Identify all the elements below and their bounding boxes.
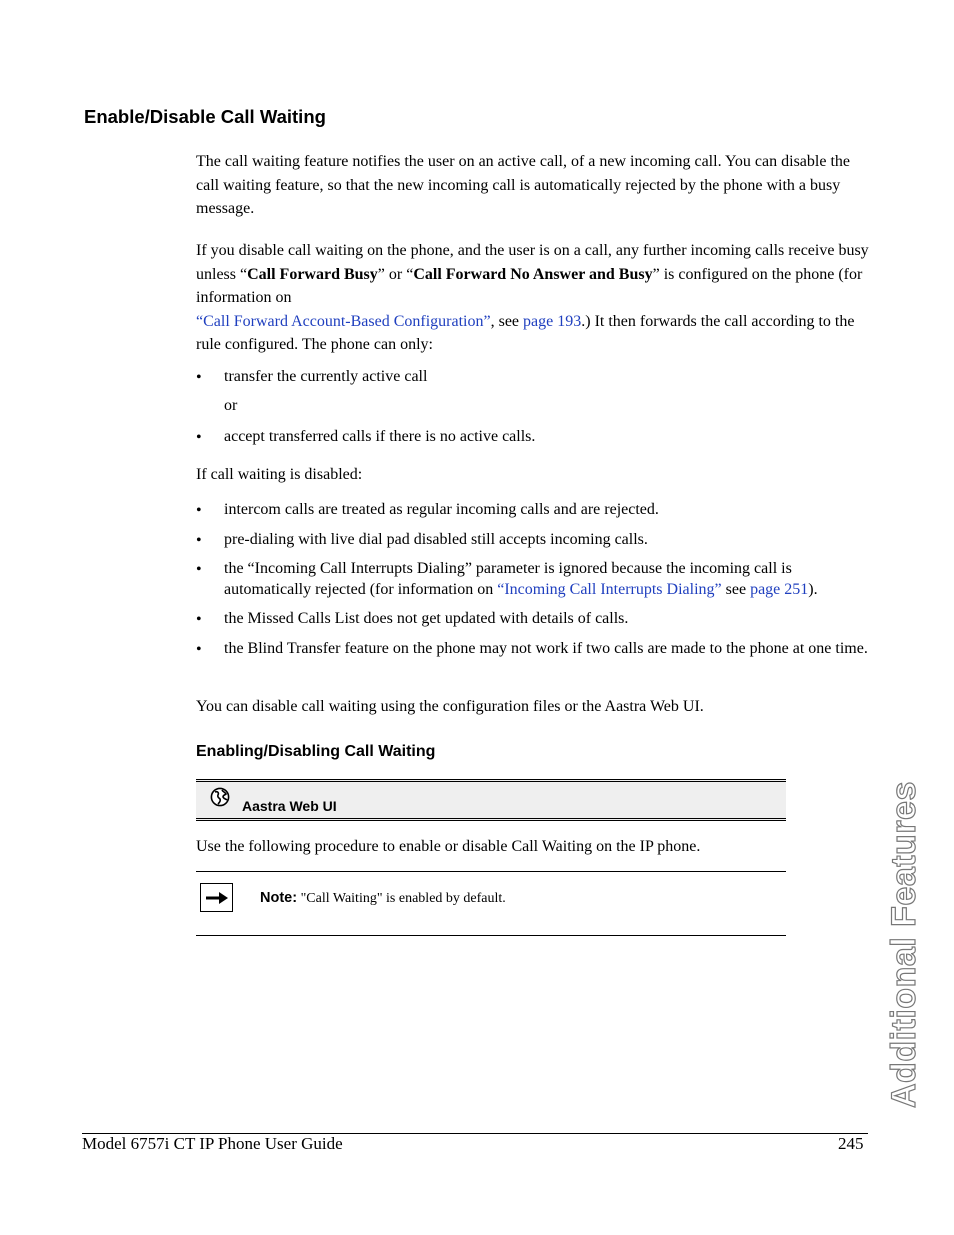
list-item: the Blind Transfer feature on the phone may not work if two calls are made to the phone at one time. bbox=[224, 640, 868, 657]
globe-icon bbox=[210, 787, 230, 807]
bullet-icon: • bbox=[196, 561, 202, 578]
bullet-icon: • bbox=[196, 369, 202, 386]
call-forward-busy-term: Call Forward Busy bbox=[247, 265, 378, 283]
page-number: 245 bbox=[838, 1134, 864, 1153]
note-text bbox=[260, 890, 506, 907]
list-item: transfer the currently active call bbox=[224, 368, 428, 385]
bullet-icon: • bbox=[196, 641, 202, 658]
page-193-link[interactable]: page 193 bbox=[523, 312, 582, 330]
list-item: the Missed Calls List does not get updated with details of calls. bbox=[224, 610, 629, 627]
para2-text-4: , see bbox=[490, 312, 524, 330]
web-ui-label: Aastra Web UI bbox=[242, 798, 337, 814]
bullet-icon: • bbox=[196, 429, 202, 446]
note-body: "Call Waiting" is enabled by default. bbox=[297, 891, 506, 906]
busy-paragraph bbox=[196, 239, 872, 357]
config-methods-paragraph: You can disable call waiting using the configuration files or the Aastra Web UI. bbox=[196, 698, 704, 715]
or-text: or bbox=[224, 397, 238, 414]
call-forward-config-link[interactable]: “Call Forward Account-Based Configuration” bbox=[196, 312, 491, 330]
chapter-side-title: Additional Features bbox=[885, 781, 923, 1108]
procedure-heading: Enabling/Disabling Call Waiting bbox=[196, 743, 436, 760]
list-item: intercom calls are treated as regular incoming calls and are rejected. bbox=[224, 501, 659, 518]
note-divider bbox=[196, 871, 786, 872]
list-item: accept transferred calls if there is no active calls. bbox=[224, 428, 536, 445]
item3-text-3: ). bbox=[808, 580, 818, 598]
note-label: Note: bbox=[260, 890, 298, 906]
list-item: pre-dialing with live dial pad disabled still accepts incoming calls. bbox=[224, 531, 648, 548]
note-divider bbox=[196, 935, 786, 936]
disabled-lead-text: If call waiting is disabled: bbox=[196, 466, 363, 483]
arrow-right-icon bbox=[200, 883, 233, 912]
para2-text-5: .) It then forwards the call according to the rule configured. The phone can only: bbox=[196, 312, 855, 353]
bullet-icon: • bbox=[196, 611, 202, 628]
item3-text-2: see bbox=[721, 580, 751, 598]
footer-guide-title: Model 6757i CT IP Phone User Guide bbox=[82, 1134, 343, 1153]
bullet-icon: • bbox=[196, 502, 202, 519]
bullet-icon: • bbox=[196, 532, 202, 549]
list-item bbox=[224, 559, 872, 600]
item3-text-1: the “Incoming Call Interrupts Dialing” parameter is ignored because the incoming call is automatically rejected (for information on bbox=[224, 560, 792, 598]
para2-text-1: If you disable call waiting on the phone, and the user is on a call, any further incoming calls receive busy unless “ bbox=[196, 242, 869, 283]
intro-paragraph: The call waiting feature notifies the user on an active call, of a new incoming call. You can disable the call waiting feature, so that the new incoming call is automatically rejected by the phone with a busy message. bbox=[196, 153, 850, 217]
section-title: Enable/Disable Call Waiting bbox=[84, 106, 326, 127]
call-forward-no-answer-busy-term: Call Forward No Answer and Busy bbox=[413, 265, 653, 283]
incoming-call-interrupts-link[interactable]: “Incoming Call Interrupts Dialing” bbox=[497, 580, 722, 598]
para2-text-2: ” or “ bbox=[377, 265, 414, 283]
procedure-intro-paragraph: Use the following procedure to enable or disable Call Waiting on the IP phone. bbox=[196, 838, 701, 855]
page-251-link[interactable]: page 251 bbox=[750, 580, 809, 598]
para2-text-3: ” is configured on the phone (for information on bbox=[196, 265, 863, 306]
